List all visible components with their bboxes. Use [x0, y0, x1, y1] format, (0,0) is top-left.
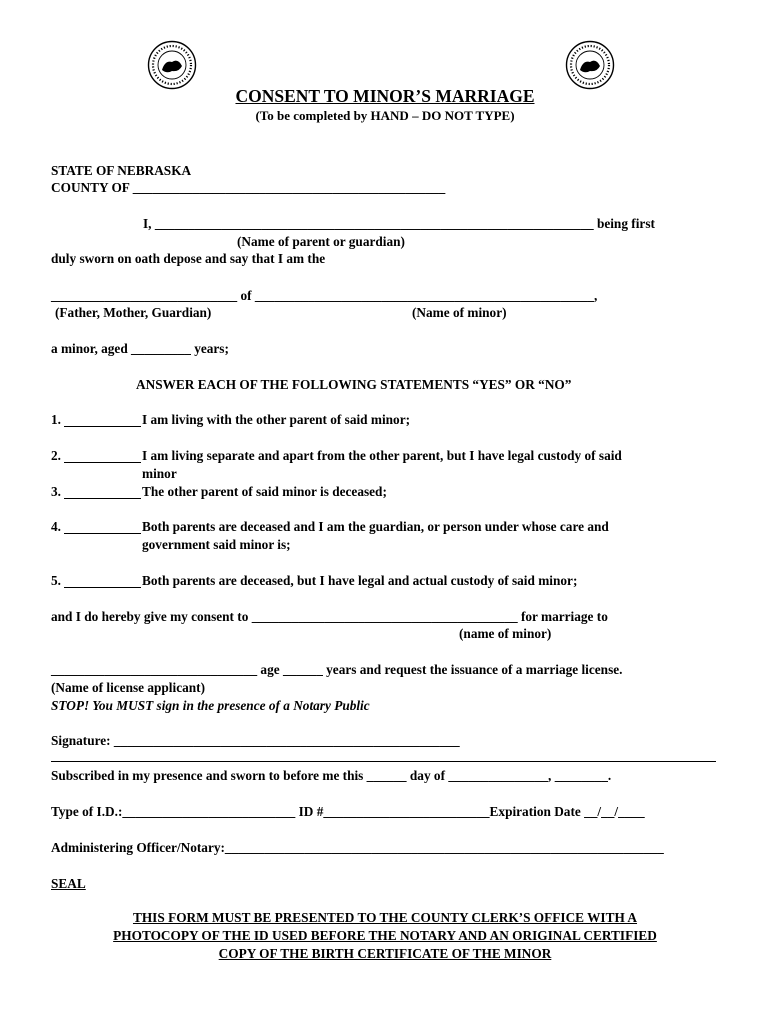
parent-name-line: I, __________________________________________________________________ being first [143, 216, 655, 231]
statement-number: 3. [51, 484, 61, 499]
applicant-caption: (Name of license applicant) [51, 680, 205, 695]
answer-blank [64, 462, 141, 463]
form-subtitle: (To be completed by HAND – DO NOT TYPE) [255, 108, 515, 123]
signature-line: Signature: ____________________________________________________ [51, 733, 460, 748]
stop-notice: STOP! You MUST sign in the presence of a Notary Public [51, 698, 370, 713]
statement-text: I am living with the other parent of said minor; [142, 412, 411, 427]
statement-number: 1. [51, 412, 61, 427]
minor-name-caption: (Name of minor) [412, 305, 507, 320]
county-seal-right-icon [565, 40, 615, 90]
relation-caption: (Father, Mother, Guardian) [55, 305, 212, 320]
statement-text: The other parent of said minor is deceased; [142, 484, 387, 499]
footer-notice-line-3: COPY OF THE BIRTH CERTIFICATE OF THE MINOR [218, 946, 552, 961]
subscribed-line: Subscribed in my presence and sworn to before me this ______ day of _______________, ________. [51, 768, 612, 783]
state-label: STATE OF NEBRASKA [51, 163, 192, 178]
relation-line: ____________________________ of ___________________________________________________, [51, 288, 598, 303]
officer-line: Administering Officer/Notary:__________________________________________________________________ [51, 840, 664, 855]
statement-text: Both parents are deceased and I am the guardian, or person under whose care and [142, 519, 609, 534]
answer-blank [64, 587, 141, 588]
statement-number: 2. [51, 448, 61, 463]
consent-line: and I do hereby give my consent to ________________________________________ for marriage to [51, 609, 608, 624]
statement-number: 5. [51, 573, 61, 588]
statement-text-continued: government said minor is; [142, 537, 291, 552]
answer-blank [64, 498, 141, 499]
oath-text: duly sworn on oath depose and say that I am the [51, 251, 326, 266]
statement-number: 4. [51, 519, 61, 534]
county-line: COUNTY OF _______________________________________________ [51, 180, 446, 195]
parent-name-caption: (Name of parent or guardian) [237, 234, 405, 249]
footer-notice-line-2: PHOTOCOPY OF THE ID USED BEFORE THE NOTARY AND AN ORIGINAL CERTIFIED [113, 928, 657, 943]
form-title: CONSENT TO MINOR’S MARRIAGE [235, 86, 535, 106]
footer-notice-line-1: THIS FORM MUST BE PRESENTED TO THE COUNTY CLERK’S OFFICE WITH A [132, 910, 638, 925]
minor-age-line: a minor, aged _________ years; [51, 341, 229, 356]
county-seal-left-icon [147, 40, 197, 90]
id-line: Type of I.D.:__________________________ ID #_________________________Expiration Date __/__/____ [51, 804, 645, 819]
consent-minor-caption: (name of minor) [459, 626, 552, 641]
statement-text: I am living separate and apart from the other parent, but I have legal custody of said [142, 448, 622, 463]
section-divider [51, 761, 716, 762]
answer-blank [64, 533, 141, 534]
answer-blank [64, 426, 141, 427]
statement-text: Both parents are deceased, but I have legal and actual custody of said minor; [142, 573, 578, 588]
seal-label: SEAL [51, 876, 86, 891]
statement-text-continued: minor [142, 466, 177, 481]
instructions-heading: ANSWER EACH OF THE FOLLOWING STATEMENTS “YES” OR “NO” [136, 377, 572, 392]
applicant-line: _______________________________ age ______ years and request the issuance of a marriage license. [51, 662, 623, 677]
